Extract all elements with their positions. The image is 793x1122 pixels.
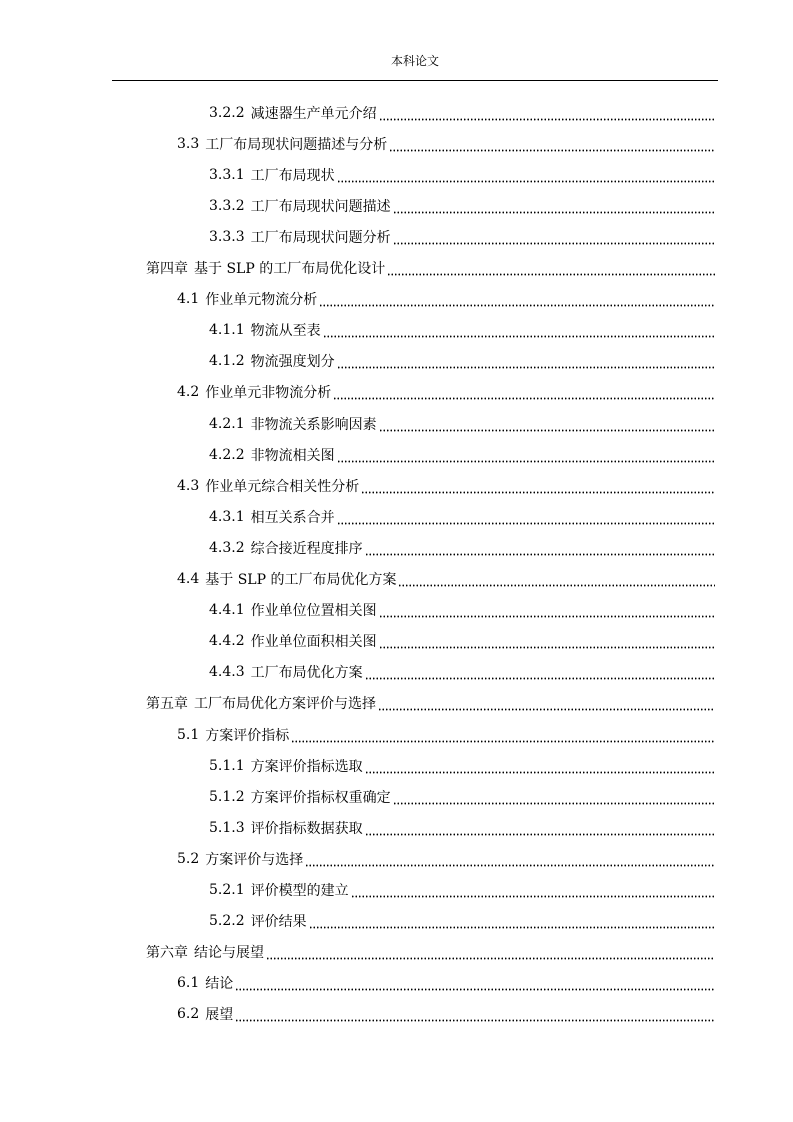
toc-entry-title: 工厂布局优化方案 bbox=[250, 665, 363, 682]
toc-entry-number: 4.2.1 bbox=[209, 415, 245, 432]
toc-entry-title: 非物流关系影响因素 bbox=[250, 416, 377, 433]
toc-entry[interactable] bbox=[209, 315, 715, 346]
header-rule bbox=[112, 80, 718, 81]
toc-dot-leader bbox=[323, 328, 715, 338]
toc-dot-leader bbox=[309, 919, 715, 929]
toc-dot-leader bbox=[305, 857, 715, 867]
toc-entry[interactable] bbox=[177, 284, 715, 315]
toc-entry-number: 3.3.1 bbox=[209, 166, 245, 183]
toc-entry-number: 5.1.2 bbox=[209, 788, 245, 805]
toc-entry[interactable] bbox=[209, 221, 715, 252]
toc-entry[interactable] bbox=[177, 470, 715, 501]
toc-dot-leader bbox=[337, 453, 715, 463]
toc-entry[interactable] bbox=[177, 719, 715, 750]
toc-entry-title: 作业单元非物流分析 bbox=[205, 385, 332, 402]
toc-dot-leader bbox=[378, 701, 715, 711]
toc-entry-number: 第四章 bbox=[146, 261, 188, 277]
toc-dot-leader bbox=[266, 950, 715, 960]
toc-entry[interactable] bbox=[177, 564, 715, 595]
toc-dot-leader bbox=[379, 608, 715, 618]
toc-entry[interactable] bbox=[209, 439, 715, 470]
toc-entry[interactable] bbox=[209, 408, 715, 439]
toc-entry-title: 作业单位位置相关图 bbox=[250, 603, 377, 620]
toc-dot-leader bbox=[379, 111, 715, 121]
toc-entry-number: 4.4.1 bbox=[209, 602, 245, 619]
toc-entry[interactable] bbox=[177, 999, 715, 1030]
toc-entry-number: 4.4.3 bbox=[209, 664, 245, 681]
toc-entry-title: 展望 bbox=[205, 1007, 234, 1024]
toc-entry[interactable] bbox=[209, 532, 715, 563]
toc-entry[interactable] bbox=[177, 843, 715, 874]
toc-entry[interactable] bbox=[209, 906, 715, 937]
toc-entry-number: 4.1.2 bbox=[209, 353, 245, 370]
toc-dot-leader bbox=[393, 235, 715, 245]
toc-entry-title: 物流强度划分 bbox=[250, 354, 335, 371]
toc-entry[interactable] bbox=[177, 128, 715, 159]
toc-dot-leader bbox=[291, 733, 715, 743]
toc-entry-title: 基于 SLP 的工厂布局优化设计 bbox=[194, 261, 386, 277]
toc-entry-number: 6.1 bbox=[177, 975, 200, 992]
toc-entry-title: 方案评价指标权重确定 bbox=[250, 789, 391, 806]
toc-entry-title: 作业单位面积相关图 bbox=[250, 634, 377, 651]
toc-dot-leader bbox=[365, 546, 715, 556]
toc-dot-leader bbox=[365, 670, 715, 680]
toc-entry-title: 工厂布局现状问题描述与分析 bbox=[205, 136, 388, 153]
toc-entry[interactable] bbox=[209, 595, 715, 626]
toc-dot-leader bbox=[398, 577, 715, 587]
toc-entry-title: 评价模型的建立 bbox=[250, 883, 349, 899]
toc-entry[interactable] bbox=[146, 253, 715, 284]
page-header-title: 本科论文 bbox=[390, 54, 439, 68]
toc-dot-leader bbox=[379, 639, 715, 649]
toc-dot-leader bbox=[337, 359, 715, 369]
toc-dot-leader bbox=[337, 515, 715, 525]
toc-entry-number: 3.3 bbox=[177, 135, 200, 152]
toc-entry-number: 第六章 bbox=[146, 945, 188, 962]
toc-dot-leader bbox=[333, 390, 715, 400]
toc-entry-number: 5.1.3 bbox=[209, 819, 245, 836]
toc-entry[interactable] bbox=[209, 626, 715, 657]
toc-entry-title: 评价结果 bbox=[250, 914, 307, 931]
toc-dot-leader bbox=[235, 981, 715, 991]
toc-entry-number: 4.3.1 bbox=[209, 508, 245, 525]
toc-entry[interactable] bbox=[209, 190, 715, 221]
toc-entry-number: 4.4 bbox=[177, 571, 200, 587]
toc-entry-number: 4.2 bbox=[177, 384, 200, 401]
toc-entry-number: 3.3.3 bbox=[209, 228, 245, 245]
toc-entry-number: 5.2 bbox=[177, 850, 200, 867]
toc-entry[interactable] bbox=[209, 812, 715, 843]
toc-dot-leader bbox=[393, 795, 715, 805]
toc-entry[interactable] bbox=[209, 781, 715, 812]
toc-entry-title: 工厂布局现状问题分析 bbox=[250, 229, 391, 246]
toc-entry[interactable] bbox=[177, 968, 715, 999]
toc-entry-number: 4.2.2 bbox=[209, 446, 245, 463]
toc-entry-title: 评价指标数据获取 bbox=[250, 820, 363, 837]
toc-entry-number: 3.2.2 bbox=[209, 104, 245, 121]
toc-entry-number: 4.1 bbox=[177, 291, 200, 308]
toc-entry-number: 第五章 bbox=[146, 696, 188, 713]
toc-entry-title: 相互关系合并 bbox=[250, 509, 335, 526]
toc-entry[interactable] bbox=[209, 750, 715, 781]
toc-entry[interactable] bbox=[209, 501, 715, 532]
toc-dot-leader bbox=[337, 173, 715, 183]
toc-entry-title: 结论与展望 bbox=[194, 945, 264, 962]
toc-entry-title: 工厂布局现状问题描述 bbox=[250, 198, 391, 215]
toc-entry-title: 结论 bbox=[205, 976, 234, 993]
toc-entry-number: 3.3.2 bbox=[209, 197, 245, 214]
toc-entry[interactable] bbox=[209, 875, 715, 906]
toc-entry[interactable] bbox=[209, 657, 715, 688]
toc-entry-title: 基于 SLP 的工厂布局优化方案 bbox=[205, 572, 397, 588]
toc-dot-leader bbox=[387, 266, 715, 276]
toc-entry-title: 减速器生产单元介绍 bbox=[250, 105, 377, 122]
toc-entry-title: 方案评价与选择 bbox=[205, 851, 304, 868]
toc-entry[interactable] bbox=[209, 346, 715, 377]
toc-entry-number: 4.4.2 bbox=[209, 633, 245, 650]
toc-entry[interactable] bbox=[146, 688, 715, 719]
toc-entry[interactable] bbox=[209, 159, 715, 190]
toc-entry-number: 6.2 bbox=[177, 1006, 200, 1023]
toc-entry-title: 物流从至表 bbox=[250, 323, 321, 340]
toc-entry-number: 5.1.1 bbox=[209, 757, 245, 774]
toc-entry-number: 5.1 bbox=[177, 726, 200, 743]
toc-entry[interactable] bbox=[209, 97, 715, 128]
toc-entry[interactable] bbox=[177, 377, 715, 408]
toc-dot-leader bbox=[361, 484, 715, 494]
toc-dot-leader bbox=[389, 142, 715, 152]
toc-entry-number: 4.1.1 bbox=[209, 322, 245, 339]
toc-entry-title: 方案评价指标选取 bbox=[250, 758, 363, 775]
toc-dot-leader bbox=[365, 826, 715, 836]
toc-dot-leader bbox=[319, 297, 715, 307]
toc-entry-title: 作业单元综合相关性分析 bbox=[205, 478, 360, 495]
toc-entry-number: 4.3 bbox=[177, 477, 200, 494]
toc-entry-number: 5.2.1 bbox=[209, 882, 245, 898]
toc-entry-title: 综合接近程度排序 bbox=[250, 540, 363, 557]
toc-entry[interactable] bbox=[146, 937, 715, 968]
toc-dot-leader bbox=[235, 1012, 715, 1022]
toc-entry-number: 5.2.2 bbox=[209, 913, 245, 930]
toc-dot-leader bbox=[393, 204, 715, 214]
toc-entry-number: 4.3.2 bbox=[209, 539, 245, 556]
toc-entry-title: 非物流相关图 bbox=[250, 447, 335, 464]
toc-dot-leader bbox=[351, 888, 715, 898]
toc-entry-title: 工厂布局现状 bbox=[250, 167, 335, 184]
toc-dot-leader bbox=[379, 422, 715, 432]
toc-entry-title: 方案评价指标 bbox=[205, 727, 290, 744]
toc-dot-leader bbox=[365, 764, 715, 774]
toc-entry-title: 工厂布局优化方案评价与选择 bbox=[194, 696, 376, 713]
toc-entry-title: 作业单元物流分析 bbox=[205, 292, 318, 309]
